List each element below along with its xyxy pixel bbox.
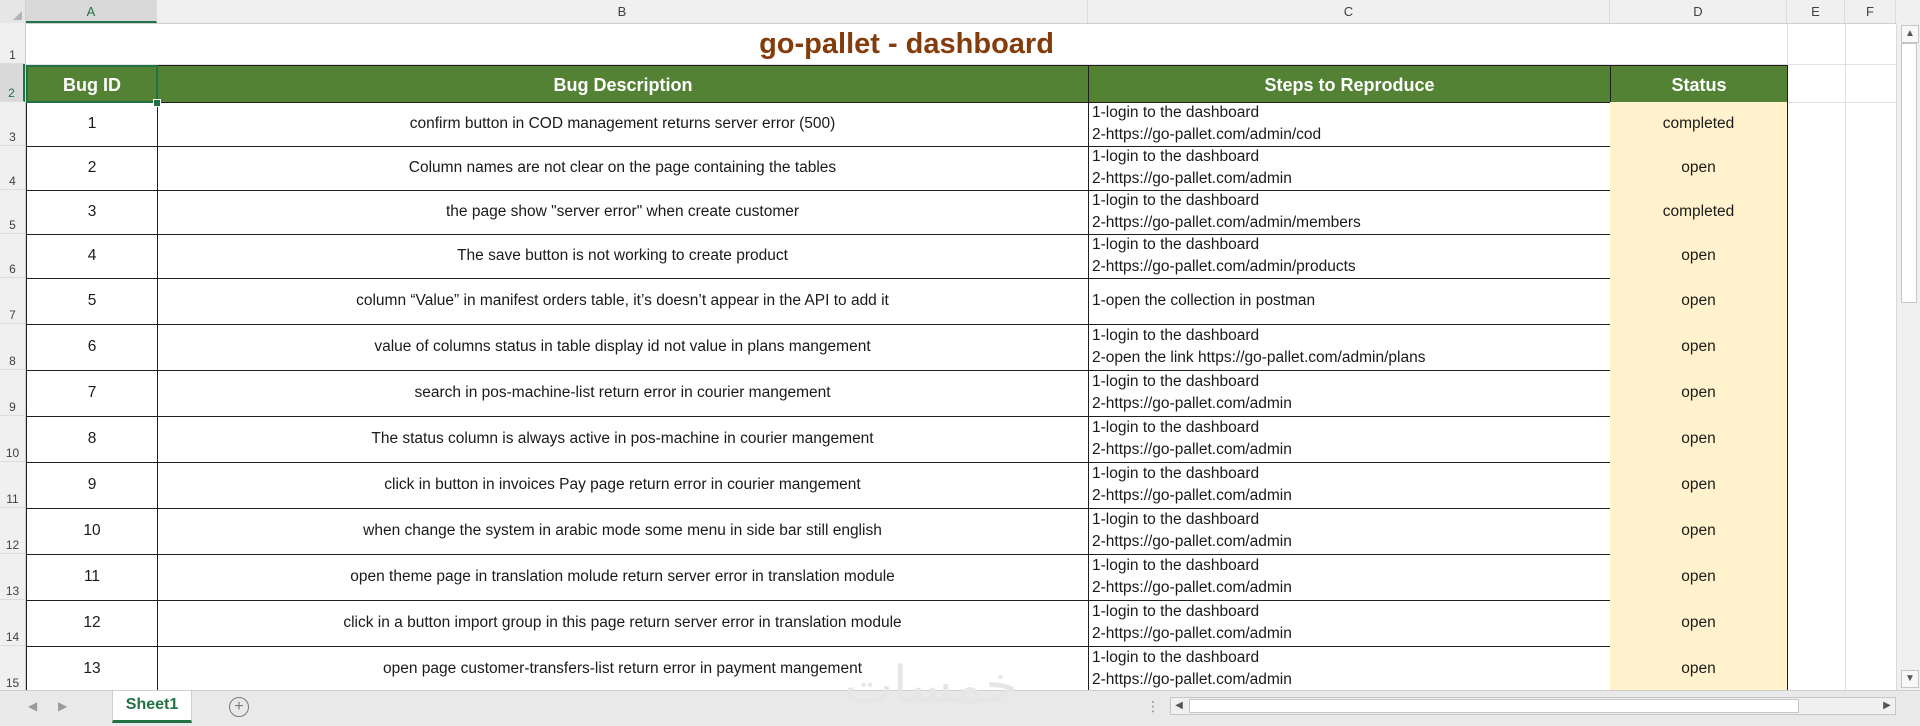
status-cell[interactable]: open (1610, 146, 1788, 191)
step-line: 2-https://go-pallet.com/admin/cod (1092, 126, 1322, 143)
steps-cell[interactable] (1088, 646, 1611, 690)
watermark-logo: خمسات (844, 656, 1018, 716)
steps-cell[interactable] (1088, 234, 1611, 279)
bug-id-cell[interactable]: 11 (26, 554, 158, 601)
bug-description-cell[interactable]: click in button in invoices Pay page return error in courier mangement (157, 462, 1089, 509)
scroll-up-icon[interactable]: ▲ (1901, 25, 1919, 43)
row-header[interactable]: 5 (0, 190, 25, 234)
bug-description-cell[interactable]: The status column is always active in pos-machine in courier mangement (157, 416, 1089, 463)
tab-splitter-icon[interactable]: ⋮ (1146, 698, 1159, 714)
row-header[interactable]: 11 (0, 462, 25, 508)
step-line: 1-login to the dashboard (1092, 511, 1260, 528)
step-line: 2-https://go-pallet.com/admin/products (1092, 258, 1356, 275)
step-line: 1-login to the dashboard (1092, 104, 1260, 121)
vertical-scrollbar[interactable] (1896, 23, 1920, 690)
add-sheet-button[interactable]: + (229, 697, 249, 717)
step-line: 1-login to the dashboard (1092, 236, 1260, 253)
bug-description-cell[interactable]: value of columns status in table display id not value in plans mangement (157, 324, 1089, 371)
row-header[interactable]: 14 (0, 600, 25, 646)
scroll-right-icon[interactable]: ▶ (1883, 700, 1891, 711)
status-cell[interactable]: open (1610, 278, 1788, 325)
steps-cell[interactable] (1088, 190, 1611, 235)
header-bug-id[interactable]: Bug ID (26, 65, 158, 103)
steps-cell[interactable] (1088, 508, 1611, 555)
fill-handle[interactable] (153, 99, 161, 107)
bug-id-cell[interactable]: 12 (26, 600, 158, 647)
status-cell[interactable]: open (1610, 234, 1788, 279)
bug-id-cell[interactable]: 13 (26, 646, 158, 690)
header-status[interactable]: Status (1610, 65, 1788, 103)
horizontal-scroll-thumb[interactable] (1189, 699, 1799, 713)
gridline (1845, 24, 1846, 690)
column-header-e[interactable]: E (1787, 0, 1845, 23)
step-line: 2-https://go-pallet.com/admin (1092, 395, 1292, 412)
status-cell[interactable]: open (1610, 554, 1788, 601)
step-line: 1-login to the dashboard (1092, 419, 1260, 436)
bug-id-cell[interactable]: 10 (26, 508, 158, 555)
row-header[interactable]: 12 (0, 508, 25, 554)
row-header[interactable]: 6 (0, 234, 25, 278)
column-header-bar (0, 0, 1920, 24)
column-header-c[interactable]: C (1088, 0, 1610, 23)
select-all-triangle-icon (13, 11, 22, 20)
sheet-title[interactable]: go-pallet - dashboard (759, 28, 1054, 60)
bug-id-cell[interactable]: 3 (26, 190, 158, 235)
bug-id-cell[interactable]: 8 (26, 416, 158, 463)
row-header[interactable]: 13 (0, 554, 25, 600)
bug-description-cell[interactable]: open theme page in translation molude return server error in translation module (157, 554, 1089, 601)
column-header-d[interactable]: D (1610, 0, 1787, 23)
steps-cell[interactable] (1088, 370, 1611, 417)
sheet-tab-sheet1[interactable]: Sheet1 (112, 691, 192, 723)
steps-cell[interactable] (1088, 146, 1611, 191)
column-header-b[interactable]: B (157, 0, 1088, 23)
step-line: 2-https://go-pallet.com/admin (1092, 487, 1292, 504)
status-cell[interactable]: open (1610, 646, 1788, 690)
status-cell[interactable]: open (1610, 416, 1788, 463)
status-cell[interactable]: completed (1610, 102, 1788, 147)
steps-cell[interactable] (1088, 278, 1611, 325)
row-header[interactable]: 10 (0, 416, 25, 462)
status-cell[interactable]: open (1610, 324, 1788, 371)
bug-description-cell[interactable]: column “Value” in manifest orders table, it’s doesn’t appear in the API to add it (157, 278, 1089, 325)
vertical-scroll-thumb[interactable] (1901, 43, 1917, 303)
header-steps-to-reproduce[interactable]: Steps to Reproduce (1088, 65, 1611, 103)
steps-cell[interactable] (1088, 416, 1611, 463)
scroll-left-icon[interactable]: ◀ (1175, 700, 1183, 711)
row-header[interactable]: 3 (0, 102, 25, 146)
status-cell[interactable]: open (1610, 508, 1788, 555)
row-header[interactable]: 7 (0, 278, 25, 324)
step-line: 2-https://go-pallet.com/admin (1092, 579, 1292, 596)
bug-id-cell[interactable]: 4 (26, 234, 158, 279)
column-header-a[interactable]: A (26, 0, 157, 23)
steps-cell[interactable] (1088, 102, 1611, 147)
step-line: 1-login to the dashboard (1092, 148, 1260, 165)
step-line: 2-https://go-pallet.com/admin (1092, 671, 1292, 688)
bug-description-cell[interactable]: click in a button import group in this page return server error in translation module (157, 600, 1089, 647)
row-header[interactable]: 15 (0, 646, 25, 690)
bug-description-cell[interactable]: when change the system in arabic mode some menu in side bar still english (157, 508, 1089, 555)
step-line: 2-open the link https://go-pallet.com/admin/plans (1092, 349, 1426, 366)
row-header[interactable]: 1 (0, 23, 25, 64)
status-cell[interactable]: open (1610, 370, 1788, 417)
row-header[interactable]: 8 (0, 324, 25, 370)
step-line: 2-https://go-pallet.com/admin (1092, 625, 1292, 642)
column-header-f[interactable]: F (1845, 0, 1896, 23)
row-header[interactable]: 4 (0, 146, 25, 190)
sheet-next-icon[interactable]: ▶ (58, 699, 68, 713)
bug-id-cell[interactable]: 5 (26, 278, 158, 325)
row-header-bar (0, 23, 26, 690)
bug-id-cell[interactable]: 6 (26, 324, 158, 371)
step-line: 1-login to the dashboard (1092, 373, 1260, 390)
bug-description-cell[interactable]: the page show "server error" when create customer (157, 190, 1089, 235)
bug-id-cell[interactable]: 1 (26, 102, 158, 147)
steps-cell[interactable] (1088, 554, 1611, 601)
status-cell[interactable]: open (1610, 462, 1788, 509)
bug-id-cell[interactable]: 7 (26, 370, 158, 417)
steps-cell[interactable] (1088, 324, 1611, 371)
header-bug-description[interactable]: Bug Description (157, 65, 1089, 103)
horizontal-scrollbar[interactable] (1170, 697, 1896, 715)
bug-description-cell[interactable]: The save button is not working to create product (157, 234, 1089, 279)
row-header[interactable]: 9 (0, 370, 25, 416)
status-cell[interactable]: open (1610, 600, 1788, 647)
step-line: 2-https://go-pallet.com/admin/members (1092, 214, 1361, 231)
bug-description-cell[interactable]: open page customer-transfers-list return error in payment mangement (157, 646, 1089, 690)
step-line: 1-open the collection in postman (1092, 292, 1316, 309)
step-line: 1-login to the dashboard (1092, 649, 1260, 666)
steps-cell[interactable] (1088, 600, 1611, 647)
bug-description-cell[interactable]: confirm button in COD management returns server error (500) (157, 102, 1089, 147)
bug-id-cell[interactable]: 9 (26, 462, 158, 509)
spreadsheet-grid[interactable] (26, 24, 1896, 690)
step-line: 2-https://go-pallet.com/admin (1092, 441, 1292, 458)
scroll-down-icon[interactable]: ▼ (1901, 670, 1919, 688)
step-line: 1-login to the dashboard (1092, 465, 1260, 482)
status-cell[interactable]: completed (1610, 190, 1788, 235)
select-all-corner[interactable] (0, 0, 26, 23)
step-line: 1-login to the dashboard (1092, 192, 1260, 209)
bug-id-cell[interactable]: 2 (26, 146, 158, 191)
step-line: 2-https://go-pallet.com/admin (1092, 170, 1292, 187)
bug-description-cell[interactable]: search in pos-machine-list return error in courier mangement (157, 370, 1089, 417)
bug-description-cell[interactable]: Column names are not clear on the page containing the tables (157, 146, 1089, 191)
steps-cell[interactable] (1088, 462, 1611, 509)
step-line: 2-https://go-pallet.com/admin (1092, 533, 1292, 550)
row-header[interactable]: 2 (0, 64, 25, 102)
step-line: 1-login to the dashboard (1092, 327, 1260, 344)
sheet-prev-icon[interactable]: ◀ (28, 699, 38, 713)
step-line: 1-login to the dashboard (1092, 603, 1260, 620)
step-line: 1-login to the dashboard (1092, 557, 1260, 574)
